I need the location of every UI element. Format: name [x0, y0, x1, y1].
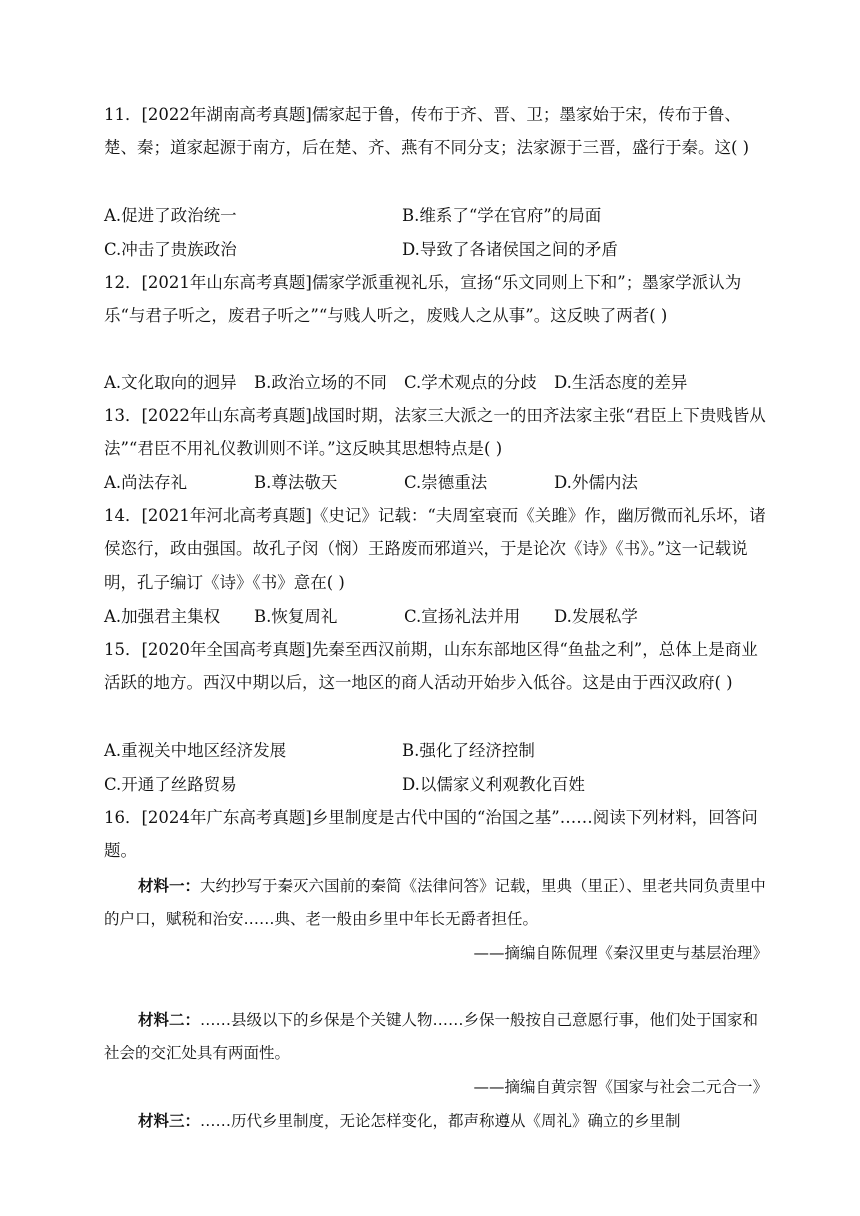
question-12-stem: 12．[2021年山东高考真题]儒家学派重视礼乐，宣扬“乐文同则上下和”；墨家学派认为乐“与君子听之，废君子听之”“与贱人听之，废贱人之从事”。这反映了两者( ) [104, 273, 742, 326]
material-2 [104, 1004, 768, 1071]
option-c: C.崇德重法 [404, 473, 488, 492]
option-b: B.恢复周礼 [254, 607, 338, 626]
material-1 [104, 870, 768, 937]
option-a: A.重视关中地区经济发展 [104, 741, 287, 760]
option-a: A.促进了政治统一 [104, 206, 237, 225]
option-c: C.宣扬礼法并用 [404, 607, 521, 626]
question-15-stem: 15．[2020年全国高考真题]先秦至西汉前期，山东东部地区得“鱼盐之利”，总体上是商业活跃的地方。西汉中期以后，这一地区的商人活动开始步入低谷。这是由于西汉政府( ) [104, 640, 758, 693]
option-a: A.加强君主集权 [104, 607, 221, 626]
question-11-options [104, 199, 768, 232]
question-11-stem: 11．[2022年湖南高考真题]儒家起于鲁，传布于齐、晋、卫；墨家始于宋，传布于鲁、楚、秦；道家起源于南方，后在楚、齐、燕有不同分支；法家源于三晋，盛行于秦。这( ) [104, 105, 750, 158]
option-c: C.开通了丝路贸易 [104, 775, 237, 794]
question-12-options [104, 366, 768, 399]
option-a: A.尚法存礼 [104, 473, 188, 492]
option-d: D.发展私学 [554, 607, 638, 626]
option-b: B.尊法敬天 [254, 473, 338, 492]
question-15-options [104, 734, 768, 767]
material-2-source: ——摘编自黄宗智《国家与社会二元合一》 [473, 1078, 768, 1096]
material-3 [104, 1105, 768, 1138]
option-b: B.维系了“学在官府”的局面 [402, 206, 602, 225]
question-13-options [104, 466, 768, 499]
material-2-text: ……县级以下的乡保是个关键人物……乡保一般按自己意愿行事，他们处于国家和社会的交汇处具有两面性。 [104, 1011, 759, 1063]
option-d: D.生活态度的差异 [554, 373, 688, 392]
material-3-text: ……历代乡里制度，无论怎样变化，都声称遵从《周礼》确立的乡里制 [200, 1112, 681, 1130]
material-1-label: 材料一： [138, 877, 201, 895]
option-d: D.以儒家义利观教化百姓 [402, 775, 585, 794]
option-d: D.外儒内法 [554, 473, 638, 492]
material-3-label: 材料三： [138, 1112, 201, 1130]
option-b: B.强化了经济控制 [402, 741, 535, 760]
material-1-text: 大约抄写于秦灭六国前的秦简《法律问答》记载，里典（里正）、里老共同负责里中的户口，赋税和治安……典、老一般由乡里中年长无爵者担任。 [104, 877, 766, 929]
option-d: D.导致了各诸侯国之间的矛盾 [402, 240, 618, 259]
material-2-label: 材料二： [138, 1011, 201, 1029]
option-c: C.冲击了贵族政治 [104, 240, 237, 259]
question-11-options-2 [104, 233, 768, 266]
question-14-options [104, 600, 768, 633]
option-c: C.学术观点的分歧 [404, 373, 537, 392]
question-15-options-2 [104, 768, 768, 801]
question-14-stem: 14．[2021年河北高考真题]《史记》记载：“夫周室衰而《关雎》作，幽厉微而礼乐坏，诸侯恣行，政由强国。故孔子闵（悯）王路废而邪道兴，于是论次《诗》《书》。”这一记载说明，孔子编订《诗》《书》意在( ) [104, 506, 766, 592]
question-16-stem: 16．[2024年广东高考真题]乡里制度是古代中国的“治国之基”……阅读下列材料，回答问题。 [104, 808, 758, 861]
material-1-source: ——摘编自陈侃理《秦汉里吏与基层治理》 [473, 944, 768, 962]
option-b: B.政治立场的不同 [254, 373, 387, 392]
question-13-stem: 13．[2022年山东高考真题]战国时期，法家三大派之一的田齐法家主张“君臣上下贵贱皆从法”“君臣不用礼仪教训则不详。”这反映其思想特点是( ) [104, 406, 766, 459]
option-a: A.文化取向的迥异 [104, 373, 237, 392]
